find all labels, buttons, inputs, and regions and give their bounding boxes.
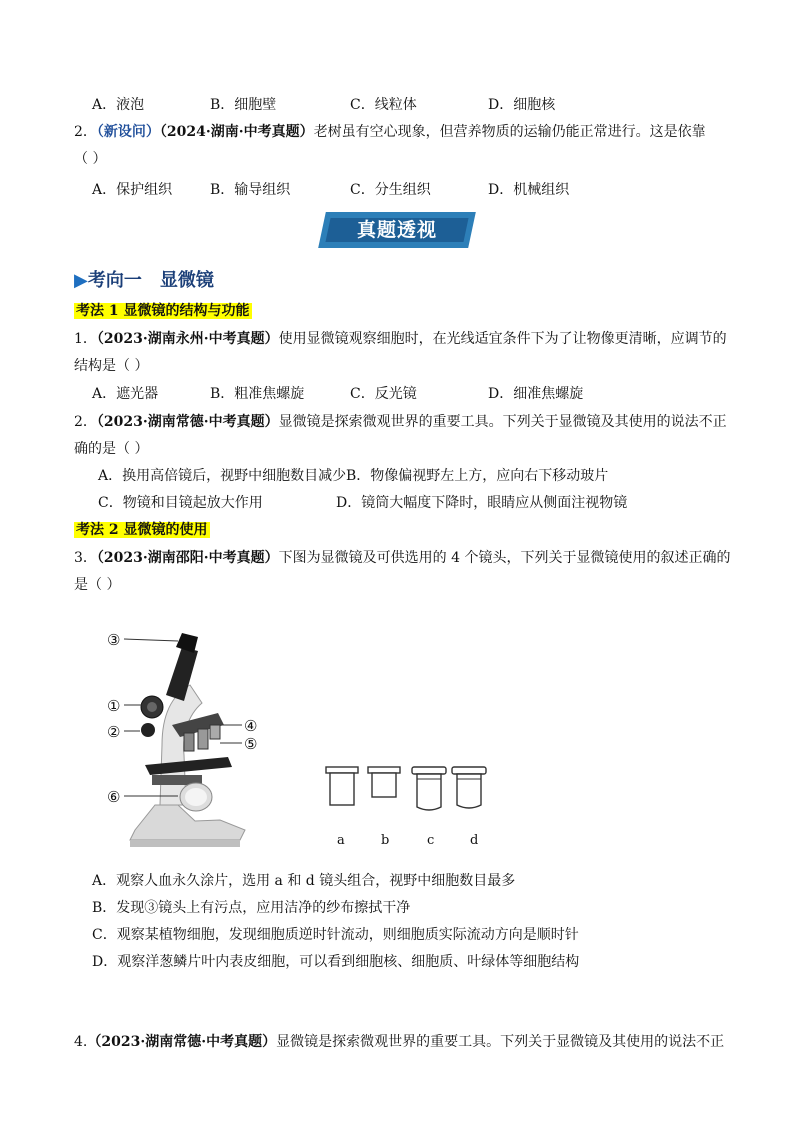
label-4: ④ bbox=[244, 717, 258, 735]
lens-label-a: a bbox=[337, 833, 345, 848]
new-question-tag: （新设问） bbox=[96, 124, 160, 140]
option-c: C．分生组织 bbox=[350, 182, 431, 198]
method-1-heading: 考法 1 显微镜的结构与功能 bbox=[76, 303, 250, 319]
method-2-heading: 考法 2 显微镜的使用 bbox=[76, 522, 208, 538]
triangle-arrow-icon: ▶ bbox=[74, 270, 88, 291]
label-5: ⑤ bbox=[244, 735, 258, 753]
option-a: A．换用高倍镜后，视野中细胞数目减少 bbox=[98, 468, 347, 484]
option-a: A．液泡 bbox=[92, 97, 145, 113]
question-2-top: 2．（新设问）（2024·湖南·中考真题）老树虽有空心现象，但营养物质的运输仍能正常进行。这是依靠 bbox=[74, 124, 706, 140]
question-2: 2．（2023·湖南常德·中考真题）显微镜是探索微观世界的重要工具。下列关于显微镜及其使用的说法不正 bbox=[74, 414, 727, 430]
option-c: C．反光镜 bbox=[350, 386, 417, 402]
section-heading: ▶考向一 显微镜 bbox=[74, 270, 214, 291]
section-banner: 真题透视 bbox=[322, 212, 472, 248]
label-6: ⑥ bbox=[107, 788, 121, 806]
question-4: 4.（2023·湖南常德·中考真题）显微镜是探索微观世界的重要工具。下列关于显微镜及其使用的说法不正 bbox=[74, 1034, 725, 1050]
option-c: C．物镜和目镜起放大作用 bbox=[98, 495, 263, 511]
lenses-figure bbox=[322, 765, 492, 815]
option-b: B．粗准焦螺旋 bbox=[210, 386, 305, 402]
option-d: D．细胞核 bbox=[488, 97, 556, 113]
option-c: C．观察某植物细胞，发现细胞质逆时针流动，则细胞质实际流动方向是顺时针 bbox=[92, 927, 579, 943]
option-d: D．细准焦螺旋 bbox=[488, 386, 584, 402]
option-b: B．细胞壁 bbox=[210, 97, 277, 113]
question-1-line2: 结构是（ ） bbox=[74, 358, 149, 374]
lens-label-b: b bbox=[381, 833, 390, 848]
lens-label-d: d bbox=[470, 833, 479, 848]
option-a: A．遮光器 bbox=[92, 386, 159, 402]
question-source: （2024·湖南·中考真题） bbox=[159, 124, 314, 140]
option-a: A．观察人血永久涂片，选用 a 和 d 镜头组合，视野中细胞数目最多 bbox=[92, 873, 516, 889]
option-b: B．输导组织 bbox=[210, 182, 291, 198]
lens-label-c: c bbox=[427, 833, 435, 848]
label-3: ③ bbox=[107, 631, 121, 649]
question-3-line2: 是（ ） bbox=[74, 577, 121, 593]
option-b: B．物像偏视野左上方，应向右下移动玻片 bbox=[346, 468, 609, 484]
question-2-line2: 确的是（ ） bbox=[74, 441, 149, 457]
option-b: B．发现③镜头上有污点，应用洁净的纱布擦拭干净 bbox=[92, 900, 411, 916]
question-2-top-blank: （ ） bbox=[74, 151, 107, 167]
option-c: C．线粒体 bbox=[350, 97, 417, 113]
option-a: A．保护组织 bbox=[92, 182, 173, 198]
label-2: ② bbox=[107, 723, 121, 741]
label-1: ① bbox=[107, 697, 121, 715]
option-d: D．观察洋葱鳞片叶内表皮细胞，可以看到细胞核、细胞质、叶绿体等细胞结构 bbox=[92, 954, 580, 970]
option-d: D．镜筒大幅度下降时，眼睛应从侧面注视物镜 bbox=[336, 495, 628, 511]
option-d: D．机械组织 bbox=[488, 182, 570, 198]
question-3: 3．（2023·湖南邵阳·中考真题）下图为显微镜及可供选用的 4 个镜头，下列关于显微镜使用的叙述正确的 bbox=[74, 550, 731, 566]
question-1: 1．（2023·湖南永州·中考真题）使用显微镜观察细胞时，在光线适宜条件下为了让物像更清晰，应调节的 bbox=[74, 331, 727, 347]
